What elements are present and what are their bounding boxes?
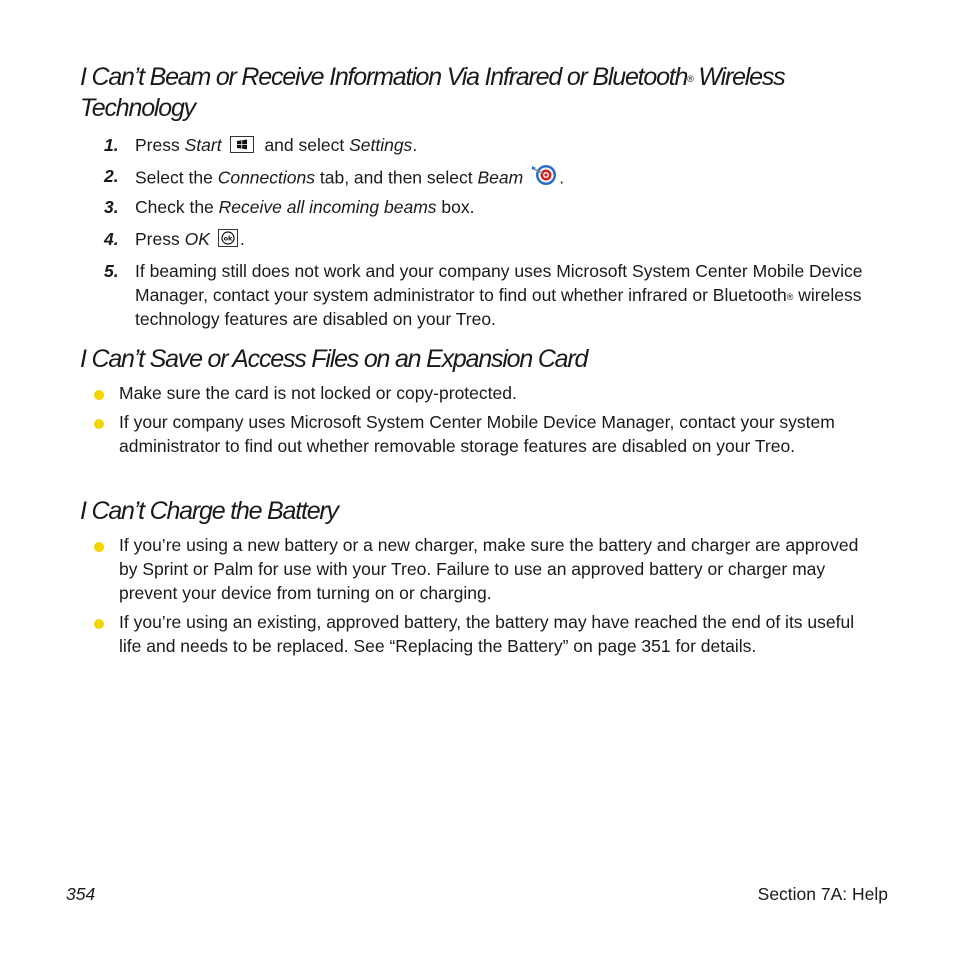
windows-start-icon <box>230 136 254 153</box>
registered-mark: ® <box>786 292 794 302</box>
step-text <box>135 259 895 331</box>
text: . <box>239 229 245 249</box>
text: tab, and then select <box>315 167 478 188</box>
step-text <box>135 195 895 219</box>
step-text <box>135 227 895 251</box>
section-label: Section 7A: Help <box>757 884 888 904</box>
heading-text: I Can’t Beam or Receive Information Via Infrared or Bluetooth <box>80 63 688 91</box>
ui-term: Settings <box>349 135 413 155</box>
svg-text:ok: ok <box>223 234 233 243</box>
step-number: 4. <box>104 229 119 249</box>
bullet-icon <box>94 542 104 552</box>
bullet-icon <box>94 390 104 400</box>
ui-term: OK <box>184 229 210 249</box>
text: box. <box>436 197 475 217</box>
page-number: 354 <box>66 884 96 904</box>
text: If beaming still does not work and your company uses Microsoft System Center Mobile Device Manager, contact your system administrator to find out whether infrared or Bluetooth <box>135 261 863 305</box>
section-heading-beam <box>80 62 880 124</box>
step-text <box>135 164 895 194</box>
section-heading-expansion-card: I Can’t Save or Access Files on an Expansion Card <box>80 345 588 373</box>
text: and select <box>259 135 350 155</box>
step-number: 2. <box>104 166 119 186</box>
ui-term: Beam <box>477 167 524 188</box>
beam-target-icon <box>531 162 557 192</box>
bullet-text: Make sure the card is not locked or copy-protected. <box>119 383 517 403</box>
text: Check the <box>135 197 219 217</box>
step-number: 3. <box>104 197 119 217</box>
section-heading-battery: I Can’t Charge the Battery <box>80 497 338 525</box>
step-number: 5. <box>104 261 119 281</box>
text: . <box>559 167 565 188</box>
bullet-text: If you’re using a new battery or a new charger, make sure the battery and charger are approved by Sprint or Palm for use with your Treo. Failure to use an approved battery or charger may prevent your device from turning on or charging. <box>119 535 859 603</box>
text: Press <box>135 135 185 155</box>
bullet-text: If your company uses Microsoft System Center Mobile Device Manager, contact your system administrator to find out whether removable storage features are disabled on your Treo. <box>119 412 835 456</box>
heading-text: Wireless Technology <box>80 63 785 122</box>
ui-term: Start <box>184 135 222 155</box>
ui-term: Receive all incoming beams <box>218 197 437 217</box>
registered-mark: ® <box>687 74 693 84</box>
text: . <box>412 135 418 155</box>
ui-term: Connections <box>217 167 315 188</box>
bullet-icon <box>94 419 104 429</box>
ok-button-icon <box>218 229 238 247</box>
bullet-text: If you’re using an existing, approved battery, the battery may have reached the end of its useful life and needs to be replaced. See “Replacing the Battery” on page 351 for details. <box>119 612 855 656</box>
step-text <box>135 133 895 157</box>
text: Select the <box>135 167 218 188</box>
text: wireless technology features are disabled on your Treo. <box>135 285 862 329</box>
text: Press <box>135 229 185 249</box>
bullet-icon <box>94 619 104 629</box>
step-number: 1. <box>104 135 119 155</box>
